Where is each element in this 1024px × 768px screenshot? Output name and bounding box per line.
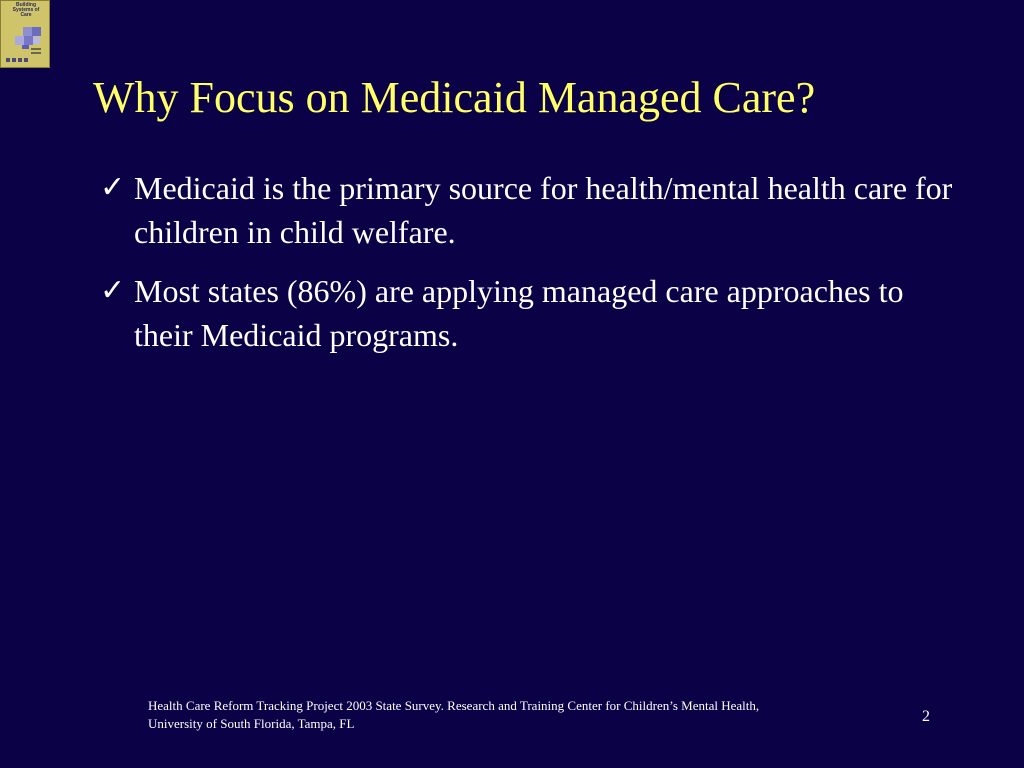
building-systems-of-care-logo-icon [0,0,50,68]
bullet-item [100,269,960,357]
slide-title: Why Focus on Medicaid Managed Care? [93,73,816,122]
logo-text: Building Systems of Care [12,2,40,18]
check-icon: ✓ [100,273,126,308]
bullet-text: Most states (86%) are applying managed care approaches to their Medicaid programs. [134,273,904,353]
bullet-item [100,166,960,254]
footer-line: Health Care Reform Tracking Project 2003 State Survey. Research and Training Center for Children’s Mental Health, [148,698,760,713]
bullet-list [100,166,960,372]
bullet-text: Medicaid is the primary source for health/mental health care for children in child welfare. [134,170,953,250]
footer-citation [148,697,848,733]
page-number: 2 [922,708,930,725]
footer-line: University of South Florida, Tampa, FL [148,716,355,731]
check-icon: ✓ [100,170,126,205]
